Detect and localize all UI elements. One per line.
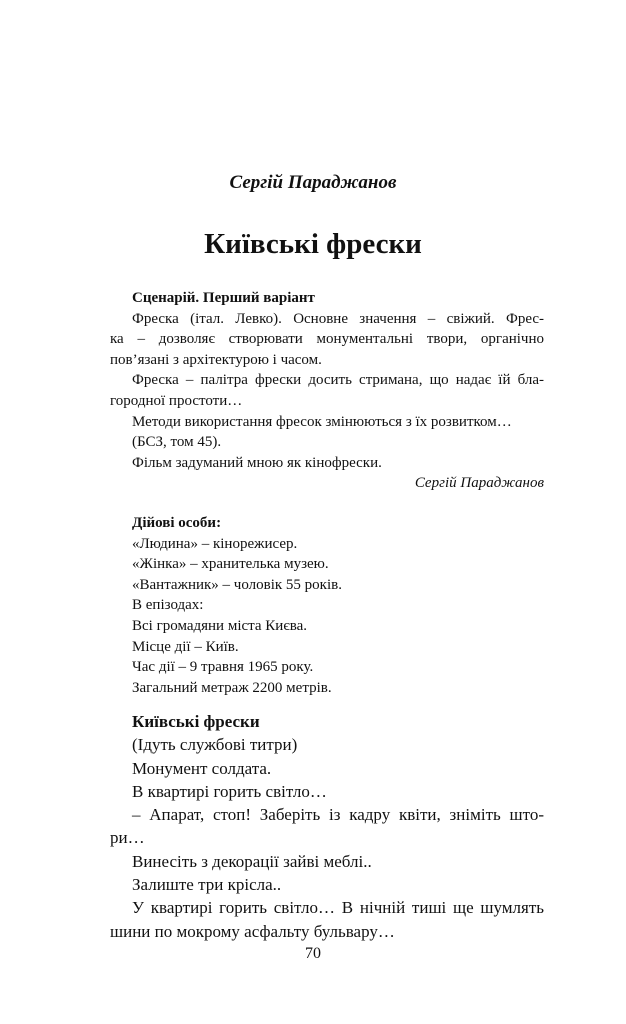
- page-number: 70: [305, 945, 321, 962]
- section-screenplay: [110, 288, 544, 494]
- text-line: пов’язані з архітектурою і часом.: [110, 351, 322, 368]
- text-line: «Людина» – кінорежисер.: [132, 535, 298, 552]
- text-line: Залиште три крісла..: [132, 875, 282, 895]
- text-line: Винесіть з декорації зайві меблі..: [132, 851, 372, 871]
- signature: Сергій Параджанов: [414, 475, 544, 492]
- text-line: У квартирі горить світло… В нічній тиші ще шумлять: [132, 898, 544, 918]
- text-line: – Апарат, стоп! Заберіть із кадру квіти, зніміть што-: [132, 805, 544, 825]
- text-line: «Вантажник» – чоловік 55 років.: [132, 576, 342, 593]
- text-line: (БСЗ, том 45).: [132, 434, 222, 451]
- text-line: городної простоти…: [110, 392, 243, 409]
- text-line: Фреска – палітра фрески досить стримана, що надає їй бла-: [132, 372, 544, 389]
- section-script: [110, 710, 544, 943]
- text-line: Всі громадяни міста Києва.: [132, 617, 308, 634]
- text-line: шини по мокрому асфальту бульвару…: [110, 921, 395, 941]
- text-line: ри…: [110, 828, 145, 848]
- text-line: «Жінка» – хранителька музею.: [132, 556, 329, 573]
- section-heading: Дійові особи:: [132, 515, 222, 531]
- text-line: Фреска (італ. Левко). Основне значення – свіжий. Фрес-: [132, 310, 544, 327]
- text-line: В епізодах:: [132, 597, 204, 614]
- text-line: Час дії – 9 травня 1965 року.: [132, 659, 314, 676]
- chapter-title: Київські фрески: [204, 228, 422, 260]
- author-name: Сергій Параджанов: [229, 172, 397, 193]
- section-heading: Київські фрески: [132, 712, 260, 731]
- text-line: Місце дії – Київ.: [132, 638, 239, 655]
- section-heading: Сценарій. Перший варіант: [132, 290, 315, 306]
- text-line: ка – дозволяє створювати монументальні твори, органічно: [110, 331, 544, 348]
- text-line: (Ідуть службові титри): [132, 735, 298, 755]
- text-line: В квартирі горить світло…: [132, 781, 327, 801]
- text-line: Загальний метраж 2200 метрів.: [132, 679, 332, 696]
- text-line: Фільм задуманий мною як кінофрески.: [132, 454, 382, 471]
- section-characters: [110, 513, 544, 698]
- text-line: Методи використання фресок змінюються з їх розвитком…: [132, 413, 512, 430]
- text-line: Монумент солдата.: [132, 758, 272, 778]
